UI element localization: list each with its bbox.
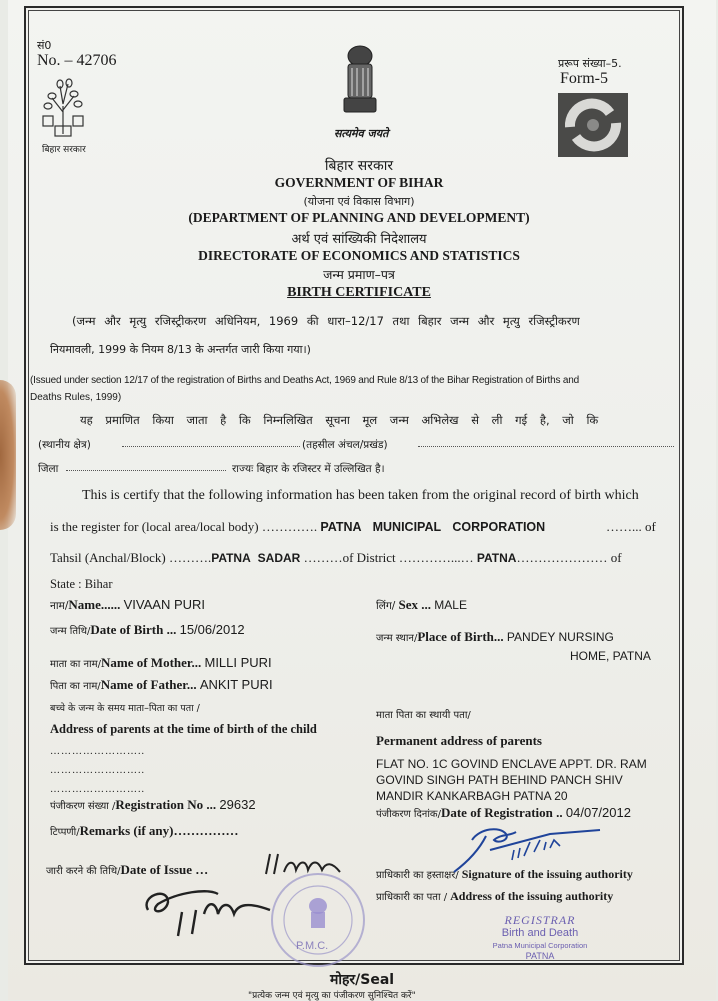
state-text-hindi: राज्यः बिहार के रजिस्टर में उल्लिखित है। [232,463,385,475]
place-of-birth-label-hindi: जन्म स्थान/ [376,633,418,644]
registrar-stamp-line1: REGISTRAR [504,913,576,927]
certify-english-line2 [50,519,545,535]
tehsil-label: (तहसील अंचल/प्रखंड) [302,439,388,451]
date-of-issue-label-hindi: जारी करने की तिथि/ [46,866,121,877]
dept-title-hindi: (योजना एवं विकास विभाग) [303,195,415,208]
dept-title: (DEPARTMENT OF PLANNING AND DEVELOPMENT) [188,210,530,225]
logo-icon [558,93,628,157]
certify-hindi-line: यह प्रमाणित किया जाता है कि निम्नलिखित सूचना मूल जन्म अभिलेख से ली गई है, जो कि [80,413,599,427]
form-number: Form-5 [560,70,608,87]
district-suffix: ………………… of [516,550,622,565]
date-of-issue-label: Date of Issue … [120,862,209,877]
serial-number: No. – 42706 [37,52,117,69]
remarks-label-hindi: टिप्पणी/ [50,827,80,838]
issue-date-handwriting-icon [260,850,350,880]
dob-label-hindi: जन्म तिथि/ [50,626,91,637]
local-body-suffix: ……... of [606,519,656,534]
permanent-address-line1: FLAT NO. 1C GOVIND ENCLAVE APPT. DR. RAM [376,757,647,771]
tehsil-blank [418,436,674,447]
name-label-hindi: नाम/ [50,600,69,612]
certify-english-line1: This is certify that the following information has been taken from the original record of birth which [82,488,639,503]
seal-label-text: मोहर/Seal [330,972,395,988]
mother-label-hindi: माता का नाम/ [50,659,101,670]
father-label: Name of Father... [100,677,197,692]
place-of-birth-value-2: HOME, PATNA [570,649,651,663]
permanent-address-label: Permanent address of parents [376,733,542,748]
mother-value: MILLI PURI [204,655,272,670]
directorate-title: DIRECTORATE OF ECONOMICS AND STATISTICS [198,248,520,263]
form-number-hindi: प्ररूप संख्या–5. [558,57,622,70]
registrar-stamp-line3: Patna Municipal Corporation [492,941,588,950]
father-field [50,677,273,693]
registration-date-label: Date of Registration .. [440,805,563,820]
directorate-title-hindi: अर्थ एवं सांख्यिकी निदेशालय [291,232,427,247]
local-body-value: PATNA MUNICIPAL CORPORATION [320,520,546,534]
local-area-label: (स्थानीय क्षेत्र) [38,439,91,451]
address-birth-label: Address of parents at the time of birth of the child [50,722,317,736]
registration-no-label-hindi: पंजीकरण संख्या / [50,801,116,812]
permanent-address-line3: MANDIR KANKARBAGH PATNA 20 [376,789,568,803]
registration-no-field [50,797,256,813]
place-of-birth-label: Place of Birth... [417,629,504,644]
registrar-stamp-line2: Birth and Death [501,927,579,939]
permanent-address-hindi: माता पिता का स्थायी पता/ [376,710,471,721]
address-birth-line2: …………………….. [50,765,145,776]
issued-under-english-2: Deaths Rules, 1999) [30,392,122,403]
bihar-emblem-icon [40,76,86,138]
name-field [50,597,205,613]
tahsil-prefix: Tahsil (Anchal/Block) ………. [50,550,212,565]
district-label-hindi: जिला [38,463,59,475]
dob-field [50,622,245,638]
serial-hindi: सं0 [37,39,52,52]
registration-date-field [376,805,631,821]
certify-english-line3 [50,550,622,566]
district-blank [66,460,226,471]
sex-label-hindi: लिंग/ [376,600,396,612]
signature-label: Signature of the issuing authority [461,867,633,881]
father-value: ANKIT PURI [199,677,273,692]
govt-title: GOVERNMENT OF BIHAR [274,175,444,190]
remarks-field [50,823,238,839]
bihar-emblem-caption: बिहार सरकार [42,145,86,155]
seal-label [330,970,394,989]
signature-label-hindi: प्राधिकारी का हस्ताक्षर/ [376,870,459,881]
national-emblem-icon [338,42,382,120]
pmc-seal-text: P.M.C. [296,940,329,952]
issued-under-english-1: (Issued under section 12/17 of the registration of Births and Deaths Act, 1969 and Rule 8/13 of the Bihar Registration of Births and [30,375,579,386]
issuer-signature-icon [138,880,288,942]
mother-label: Name of Mother... [100,655,202,670]
father-label-hindi: पिता का नाम/ [50,681,101,692]
authority-address-field [376,889,613,904]
registration-date-label-hindi: पंजीकरण दिनांक/ [376,809,441,820]
thumb-shadow [0,380,16,530]
mother-field [50,655,272,671]
permanent-address-line2: GOVIND SINGH PATH BEHIND PANCH SHIV [376,773,623,787]
place-of-birth-value-1: PANDEY NURSING [506,630,614,644]
national-motto: सत्यमेव जयते [334,127,389,140]
registrar-stamp-line4: PATNA [525,951,555,961]
certificate-title-hindi: जन्म प्रमाण–पत्र [323,267,395,282]
dob-label: Date of Birth ... [90,622,177,637]
footer-note: "प्रत्येक जन्म एवं मृत्यु का पंजीकरण सुनिश्चित करें" [248,991,416,1001]
registrar-signature-icon [450,820,610,876]
address-birth-line1: …………………….. [50,746,145,757]
registration-date-value: 04/07/2012 [565,805,631,820]
registration-no-value: 29632 [219,797,256,812]
address-birth-line3: …………………….. [50,784,145,795]
local-area-blank [122,436,300,447]
authority-address-label: Address of the issuing authority [450,889,614,903]
name-value: VIVAAN PURI [123,597,206,612]
date-of-issue-field [46,862,208,878]
local-body-prefix: is the register for (local area/local body) …………. [50,519,318,534]
registration-no-label: Registration No ... [115,797,217,812]
district-value: PATNA [476,551,517,565]
dob-value: 15/06/2012 [179,622,245,637]
issued-under-hindi-1: (जन्म और मृत्यु रजिस्ट्रीकरण अधिनियम, 1969 की धारा–12/17 तथा बिहार जन्म और मृत्यु रजिस्ट्रीकरण [72,314,580,328]
sex-label: Sex ... [398,597,432,612]
district-mid: ………of District …………...… [303,550,474,565]
authority-address-label-hindi: प्राधिकारी का पता / [376,892,448,903]
tahsil-value: PATNA SADAR [211,551,301,565]
sex-value: MALE [434,598,467,612]
state-value: State : Bihar [50,577,113,591]
remarks-label: Remarks (if any)…………… [79,823,239,838]
govt-title-hindi: बिहार सरकार [324,158,394,174]
certificate-title: BIRTH CERTIFICATE [287,285,431,300]
issued-under-hindi-2: नियमावली, 1999 के नियम 8/13 के अन्तर्गत जारी किया गया।) [50,343,311,356]
place-of-birth-field [376,629,614,645]
address-birth-hindi: बच्चे के जन्म के समय माता–पिता का पता / [50,703,200,714]
name-label: Name...... [68,597,121,612]
sex-field [376,597,467,613]
